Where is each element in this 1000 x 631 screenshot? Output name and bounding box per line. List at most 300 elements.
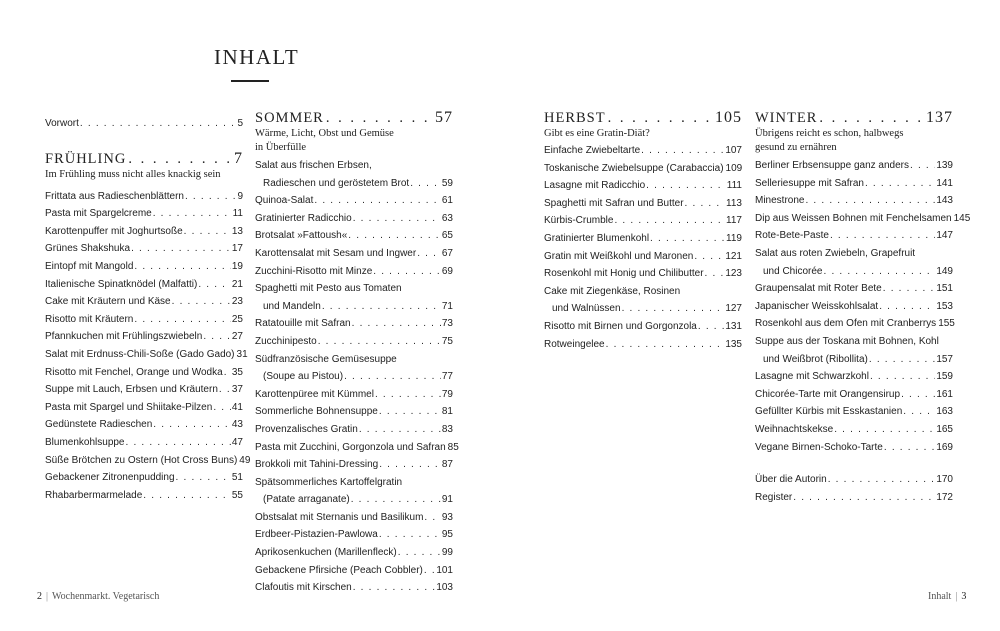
entry-page: 61 bbox=[441, 195, 453, 207]
toc-entry[interactable] bbox=[255, 562, 453, 580]
leader-dots bbox=[646, 177, 726, 195]
entry-title: Gefüllter Kürbis mit Esskastanien bbox=[755, 406, 903, 418]
entry-title-line2: und Chicorée bbox=[763, 265, 823, 277]
entry-title: Vorwort bbox=[45, 118, 79, 129]
entry-title: Gebackener Zitronenpudding bbox=[45, 472, 175, 484]
toc-entry[interactable] bbox=[45, 487, 243, 505]
entry-page: 21 bbox=[231, 278, 243, 290]
toc-entry[interactable] bbox=[544, 212, 742, 230]
entry-title-line2: (Patate arraganate) bbox=[263, 494, 350, 506]
toc-entry[interactable] bbox=[544, 195, 742, 213]
leader-dots bbox=[126, 434, 231, 452]
leader-dots bbox=[379, 456, 441, 474]
toc-entry[interactable] bbox=[255, 386, 453, 404]
entry-title: Obstsalat mit Sternanis und Basilikum bbox=[255, 511, 424, 523]
entry-title: Rosenkohl mit Honig und Chilibutter bbox=[544, 268, 704, 280]
entry-page: 31 bbox=[236, 348, 248, 360]
entry-title-line2: Radieschen und geröstetem Brot bbox=[263, 177, 410, 189]
entry-title: Risotto mit Fenchel, Orange und Wodka bbox=[45, 366, 223, 378]
leader-dots bbox=[176, 469, 231, 487]
entry-page: 11 bbox=[232, 208, 243, 220]
entry-page: 139 bbox=[936, 160, 953, 171]
toc-entry[interactable] bbox=[255, 474, 453, 509]
leader-dots bbox=[143, 487, 231, 505]
entry-title: Pasta mit Spargelcreme bbox=[45, 208, 152, 220]
entry-page: 123 bbox=[725, 268, 742, 280]
column-herbst bbox=[544, 110, 742, 353]
leader-dots bbox=[870, 368, 935, 386]
entry-page: 55 bbox=[231, 489, 243, 501]
leader-dots bbox=[352, 315, 441, 333]
entry-page: 79 bbox=[441, 388, 453, 400]
entry-page: 65 bbox=[441, 230, 453, 242]
section-page: 137 bbox=[926, 109, 953, 126]
entry-page: 172 bbox=[936, 491, 953, 503]
entry-title-line1: Salat aus roten Zwiebeln, Grapefruit bbox=[755, 247, 916, 259]
entry-page: 23 bbox=[231, 296, 243, 308]
leader-dots bbox=[424, 509, 440, 527]
entry-title: Aprikosenkuchen (Marillenfleck) bbox=[255, 547, 397, 559]
entry-title: Grünes Shakshuka bbox=[45, 243, 131, 255]
leader-dots bbox=[606, 336, 725, 354]
toc-entry[interactable] bbox=[45, 364, 243, 382]
entry-title-line1: Südfranzösische Gemüsesuppe bbox=[255, 353, 397, 365]
section-page: 57 bbox=[435, 109, 453, 126]
entry-page: 117 bbox=[726, 215, 742, 227]
entry-page: 170 bbox=[936, 474, 953, 486]
leader-dots bbox=[184, 223, 231, 241]
toc-entry[interactable] bbox=[45, 258, 243, 276]
leader-dots bbox=[153, 416, 231, 434]
toc-entry[interactable] bbox=[755, 280, 953, 298]
toc-entry[interactable] bbox=[755, 439, 953, 457]
entry-title: Gratinierter Radicchio bbox=[255, 212, 352, 224]
leader-dots bbox=[910, 157, 935, 175]
entry-page: 109 bbox=[725, 162, 743, 174]
leader-dots bbox=[213, 399, 231, 417]
toc-entry[interactable] bbox=[45, 293, 243, 311]
entry-page: 161 bbox=[936, 388, 953, 400]
entry-page: 43 bbox=[231, 419, 243, 431]
toc-entry[interactable] bbox=[45, 416, 243, 434]
leader-dots bbox=[379, 403, 441, 421]
entry-title: Einfache Zwiebeltarte bbox=[544, 145, 641, 156]
entry-page: 153 bbox=[936, 300, 953, 312]
entry-page: 169 bbox=[936, 441, 953, 453]
entry-page: 71 bbox=[441, 300, 453, 312]
entry-title: Erdbeer-Pistazien-Pawlowa bbox=[255, 529, 378, 541]
section-subtitle bbox=[755, 127, 953, 155]
toc-entry[interactable] bbox=[544, 318, 742, 336]
leader-dots bbox=[828, 471, 936, 489]
entry-title: Register bbox=[755, 491, 793, 503]
toc-entry[interactable] bbox=[755, 489, 953, 507]
subtitle-line: in Überfülle bbox=[255, 142, 307, 153]
leader-dots bbox=[823, 263, 935, 281]
entry-last-line bbox=[755, 351, 953, 369]
toc-entry[interactable] bbox=[45, 346, 248, 364]
leader-dots bbox=[224, 364, 231, 382]
section-name: WINTER bbox=[755, 110, 818, 126]
entry-page: 59 bbox=[441, 177, 453, 189]
toc-entry[interactable] bbox=[255, 280, 453, 315]
leader-dots bbox=[694, 248, 724, 266]
entry-page: 81 bbox=[441, 406, 453, 418]
entry-title: Rote-Bete-Paste bbox=[755, 230, 829, 242]
leader-dots bbox=[80, 115, 237, 133]
toc-entry[interactable] bbox=[255, 526, 453, 544]
toc-entry[interactable] bbox=[45, 223, 243, 241]
entry-page: 149 bbox=[936, 265, 953, 277]
toc-entry[interactable] bbox=[755, 227, 953, 245]
entry-title: Weihnachtskekse bbox=[755, 423, 834, 435]
entry-page: 25 bbox=[231, 313, 243, 325]
entry-page: 93 bbox=[441, 511, 453, 523]
section-page: 7 bbox=[234, 149, 243, 167]
entry-page: 99 bbox=[441, 547, 453, 559]
entry-page: 75 bbox=[441, 335, 453, 347]
toc-entry[interactable] bbox=[45, 205, 243, 223]
leader-dots bbox=[351, 491, 441, 509]
entry-title: Karottenpüree mit Kümmel bbox=[255, 388, 374, 400]
leader-dots bbox=[883, 280, 936, 298]
leader-dots bbox=[398, 544, 441, 562]
leader-dots bbox=[314, 192, 441, 210]
entry-title: Lasagne mit Radicchio bbox=[544, 180, 646, 192]
leader-dots bbox=[379, 526, 441, 544]
entry-title-line2: und Weißbrot (Ribollita) bbox=[763, 353, 868, 365]
leader-dots bbox=[819, 110, 924, 126]
entry-title-line2: Berliner Erbsensuppe ganz anders bbox=[755, 160, 909, 171]
leader-dots bbox=[879, 298, 935, 316]
entry-title: Cake mit Kräutern und Käse bbox=[45, 296, 171, 308]
leader-dots bbox=[685, 195, 726, 213]
entry-title: Gedünstete Radieschen bbox=[45, 419, 153, 431]
entry-title: Gratin mit Weißkohl und Maronen bbox=[544, 250, 694, 262]
entry-page: 27 bbox=[231, 331, 243, 343]
entry-title: Blumenkohlsuppe bbox=[45, 436, 125, 448]
entry-page: 87 bbox=[441, 459, 453, 471]
toc-entry[interactable] bbox=[544, 142, 742, 160]
leader-dots bbox=[373, 263, 441, 281]
toc-list-winter bbox=[755, 157, 971, 506]
section-heading-winter[interactable] bbox=[755, 110, 953, 126]
entry-page: 35 bbox=[231, 366, 243, 378]
leader-dots bbox=[348, 227, 441, 245]
leader-dots bbox=[424, 562, 435, 580]
section-subtitle bbox=[255, 127, 453, 155]
entry-title: Japanischer Weisskohlsalat bbox=[755, 300, 879, 312]
leader-dots bbox=[869, 351, 935, 369]
toc-entry[interactable] bbox=[45, 434, 243, 452]
toc-list-herbst bbox=[544, 142, 742, 353]
leader-dots bbox=[805, 192, 935, 210]
toc-list-sommer bbox=[255, 157, 459, 597]
entry-page: 121 bbox=[725, 250, 742, 262]
entry-page: 165 bbox=[936, 423, 953, 435]
title-underline bbox=[231, 80, 269, 82]
entry-title: Eintopf mit Mangold bbox=[45, 260, 134, 272]
toc-entry[interactable] bbox=[255, 263, 453, 281]
entry-title-line1: Suppe aus der Toskana mit Bohnen, Kohl bbox=[755, 335, 939, 347]
section-heading-fruehling[interactable] bbox=[45, 151, 243, 167]
toc-entry[interactable] bbox=[755, 192, 953, 210]
entry-page: 69 bbox=[441, 265, 453, 277]
book-title: Wochenmarkt. Vegetarisch bbox=[52, 591, 160, 602]
toc-entry[interactable] bbox=[255, 157, 453, 192]
toc-entry[interactable] bbox=[255, 315, 453, 333]
entry-page: 159 bbox=[936, 371, 953, 383]
entry-title: Brokkoli mit Tahini-Dressing bbox=[255, 459, 379, 471]
entry-title: Pfannkuchen mit Frühlingszwiebeln bbox=[45, 331, 203, 343]
entry-page: 119 bbox=[726, 232, 742, 244]
toc-entry[interactable] bbox=[45, 399, 243, 417]
toc-entry[interactable] bbox=[255, 192, 453, 210]
toc-entry[interactable] bbox=[544, 283, 742, 318]
toc-entry[interactable] bbox=[255, 403, 453, 421]
toc-entry[interactable] bbox=[755, 298, 953, 316]
entry-title: Clafoutis mit Kirschen bbox=[255, 582, 352, 594]
entry-page: 131 bbox=[725, 320, 742, 332]
toc-entry[interactable] bbox=[255, 456, 453, 474]
column-winter bbox=[755, 109, 971, 506]
toc-entry[interactable] bbox=[255, 245, 453, 263]
entry-title: Rosenkohl aus dem Ofen mit Cranberrys bbox=[755, 318, 937, 330]
leader-dots bbox=[884, 439, 935, 457]
leader-dots bbox=[650, 230, 725, 248]
entry-title: Risotto mit Birnen und Gorgonzola bbox=[544, 320, 697, 332]
entry-title: Toskanische Zwiebelsuppe (Carabaccia) bbox=[544, 162, 724, 174]
entry-page: 63 bbox=[441, 212, 453, 224]
toc-entry[interactable] bbox=[755, 333, 953, 368]
leader-dots bbox=[834, 421, 935, 439]
entry-page: 147 bbox=[936, 230, 953, 242]
leader-dots bbox=[614, 212, 725, 230]
toc-entry[interactable] bbox=[544, 160, 742, 178]
leader-dots bbox=[344, 368, 441, 386]
section-name: SOMMER bbox=[255, 110, 324, 126]
leader-dots bbox=[185, 188, 236, 206]
entry-title: Chicorée-Tarte mit Orangensirup bbox=[755, 388, 901, 400]
toc-entry[interactable] bbox=[755, 471, 953, 489]
entry-title-line1: Spätsommerliches Kartoffelgratin bbox=[255, 476, 403, 488]
leader-dots bbox=[318, 333, 441, 351]
leader-dots bbox=[698, 318, 724, 336]
page-number: 2 bbox=[37, 591, 42, 602]
entry-page: 49 bbox=[239, 454, 251, 466]
page-title: INHALT bbox=[214, 45, 300, 69]
leader-dots bbox=[901, 386, 935, 404]
toc-entry[interactable] bbox=[544, 230, 742, 248]
entry-title-line1: Cake mit Ziegenkäse, Rosinen bbox=[544, 285, 681, 297]
toc-entry[interactable] bbox=[45, 381, 243, 399]
leader-dots bbox=[322, 298, 441, 316]
leader-dots bbox=[134, 258, 230, 276]
entry-title: Kürbis-Crumble bbox=[544, 215, 614, 227]
entry-page: 47 bbox=[231, 436, 243, 448]
entry-title: Minestrone bbox=[755, 195, 805, 207]
leader-dots bbox=[641, 142, 724, 160]
entry-title: Zucchini-Risotto mit Minze bbox=[255, 265, 373, 277]
entry-title: Graupensalat mit Roter Bete bbox=[755, 283, 882, 295]
leader-dots bbox=[131, 240, 231, 258]
toc-entry[interactable] bbox=[45, 452, 251, 470]
entry-page: 103 bbox=[436, 582, 453, 594]
toc-entry[interactable] bbox=[255, 351, 453, 386]
column-sommer bbox=[255, 109, 459, 597]
entry-title: Selleriesuppe mit Safran bbox=[755, 177, 864, 189]
entry-page: 143 bbox=[936, 195, 953, 207]
entry-title: Ratatouille mit Safran bbox=[255, 318, 351, 330]
entry-page: 127 bbox=[725, 303, 742, 315]
toc-entry[interactable] bbox=[755, 386, 953, 404]
entry-title: Provenzalisches Gratin bbox=[255, 423, 358, 435]
toc-entry[interactable] bbox=[755, 245, 953, 280]
entry-page: 113 bbox=[726, 197, 742, 209]
toc-entry[interactable] bbox=[45, 328, 243, 346]
entry-page: 51 bbox=[231, 472, 243, 484]
toc-list-fruehling bbox=[45, 188, 251, 505]
section-name: FRÜHLING bbox=[45, 150, 127, 167]
toc-entry[interactable] bbox=[255, 333, 453, 351]
leader-dots bbox=[608, 110, 713, 126]
entry-page: 19 bbox=[231, 260, 243, 272]
toc-entry[interactable] bbox=[755, 421, 953, 439]
toc-entry-vorwort[interactable] bbox=[45, 115, 243, 133]
entry-page: 135 bbox=[725, 338, 742, 350]
column-fruehling bbox=[45, 115, 251, 504]
entry-title: Pasta mit Spargel und Shiitake-Pilzen bbox=[45, 401, 213, 413]
leader-dots bbox=[865, 175, 935, 193]
toc-entry[interactable] bbox=[45, 469, 243, 487]
entry-title: Gebackene Pfirsiche (Peach Cobbler) bbox=[255, 564, 423, 576]
toc-entry[interactable] bbox=[255, 509, 453, 527]
leader-dots bbox=[198, 276, 231, 294]
entry-page: 101 bbox=[436, 564, 453, 576]
leader-dots bbox=[203, 328, 231, 346]
toc-entry[interactable] bbox=[544, 248, 742, 266]
toc-entry[interactable] bbox=[755, 368, 953, 386]
toc-entry[interactable] bbox=[255, 439, 459, 457]
entry-last-line bbox=[544, 300, 742, 318]
footer-right: Inhalt | 3 bbox=[928, 591, 967, 602]
entry-title: Italienische Spinatknödel (Malfatti) bbox=[45, 278, 198, 290]
entry-page: 83 bbox=[441, 423, 453, 435]
entry-last-line bbox=[255, 491, 453, 509]
entry-title: Lasagne mit Schwarzkohl bbox=[755, 371, 869, 383]
toc-entry[interactable] bbox=[544, 265, 742, 283]
entry-page: 17 bbox=[231, 243, 243, 255]
section-heading-herbst[interactable] bbox=[544, 110, 742, 126]
entry-title: Dip aus Weissen Bohnen mit Fenchelsamen bbox=[755, 212, 952, 224]
toc-entry[interactable] bbox=[255, 210, 453, 228]
subtitle-line: Übrigens reicht es schon, halbwegs bbox=[755, 128, 904, 139]
entry-title: Zucchinipesto bbox=[255, 335, 317, 347]
entry-title-line2: (Soupe au Pistou) bbox=[263, 371, 344, 383]
section-name: HERBST bbox=[544, 110, 606, 126]
toc-entry[interactable] bbox=[45, 188, 243, 206]
entry-page: 5 bbox=[237, 118, 243, 129]
toc-entry[interactable] bbox=[755, 157, 953, 175]
leader-dots bbox=[353, 579, 436, 597]
section-page: 105 bbox=[715, 109, 742, 126]
toc-entry[interactable] bbox=[45, 311, 243, 329]
section-subtitle: Gibt es eine Gratin-Diät? bbox=[544, 128, 650, 139]
toc-entry[interactable] bbox=[755, 403, 953, 421]
entry-page: 73 bbox=[441, 318, 453, 330]
entry-title: Quinoa-Salat bbox=[255, 195, 314, 207]
entry-page: 9 bbox=[237, 190, 243, 202]
entry-title: Rotweingelee bbox=[544, 338, 605, 350]
leader-dots bbox=[134, 311, 231, 329]
entry-page: 67 bbox=[441, 247, 453, 259]
leader-dots bbox=[793, 489, 935, 507]
running-head: Inhalt bbox=[928, 591, 952, 602]
leader-dots bbox=[326, 110, 433, 126]
entry-last-line bbox=[255, 298, 453, 316]
entry-title-line2: und Mandeln bbox=[263, 300, 321, 312]
entry-page: 141 bbox=[936, 177, 953, 189]
leader-dots bbox=[219, 381, 231, 399]
toc-entry[interactable] bbox=[255, 544, 453, 562]
toc-entry[interactable] bbox=[755, 210, 971, 228]
entry-page: 37 bbox=[231, 384, 243, 396]
leader-dots bbox=[417, 245, 441, 263]
subtitle-line: gesund zu ernähren bbox=[755, 142, 837, 153]
leader-dots bbox=[903, 403, 935, 421]
entry-title-line2: und Walnüssen bbox=[552, 303, 621, 315]
spacer bbox=[755, 456, 953, 471]
entry-page: 85 bbox=[447, 441, 459, 453]
toc-entry[interactable] bbox=[255, 421, 453, 439]
leader-dots bbox=[375, 386, 441, 404]
entry-title-line1: Spaghetti mit Pesto aus Tomaten bbox=[255, 283, 402, 295]
entry-title: Suppe mit Lauch, Erbsen und Kräutern bbox=[45, 384, 218, 396]
entry-page: 111 bbox=[726, 180, 742, 192]
toc-entry[interactable] bbox=[544, 177, 742, 195]
subtitle-line: Wärme, Licht, Obst und Gemüse bbox=[255, 128, 394, 139]
entry-last-line bbox=[255, 368, 453, 386]
toc-entry[interactable] bbox=[255, 579, 453, 597]
entry-title-line1: Salat aus frischen Erbsen, bbox=[255, 160, 372, 171]
toc-entry[interactable] bbox=[255, 227, 453, 245]
entry-page: 13 bbox=[231, 225, 243, 237]
entry-last-line bbox=[755, 263, 953, 281]
entry-last-line bbox=[755, 157, 953, 175]
entry-title: Frittata aus Radieschenblättern bbox=[45, 190, 184, 202]
leader-dots bbox=[128, 151, 232, 167]
toc-entry[interactable] bbox=[45, 276, 243, 294]
entry-page: 41 bbox=[231, 401, 243, 413]
section-heading-sommer[interactable] bbox=[255, 110, 453, 126]
toc-entry[interactable] bbox=[755, 175, 953, 193]
entry-page: 145 bbox=[953, 212, 971, 224]
entry-page: 151 bbox=[936, 283, 953, 295]
leader-dots bbox=[353, 210, 441, 228]
entry-last-line bbox=[255, 175, 453, 193]
entry-page: 155 bbox=[938, 318, 955, 330]
page-number: 3 bbox=[961, 591, 967, 602]
entry-title: Gratinierter Blumenkohl bbox=[544, 232, 650, 244]
toc-entry[interactable] bbox=[45, 240, 243, 258]
leader-dots bbox=[705, 265, 725, 283]
entry-page: 163 bbox=[936, 406, 953, 418]
footer-left: 2 | Wochenmarkt. Vegetarisch bbox=[37, 591, 160, 602]
toc-entry[interactable] bbox=[544, 336, 742, 354]
toc-entry[interactable] bbox=[755, 315, 953, 333]
leader-dots bbox=[830, 227, 935, 245]
entry-title: Brotsalat »Fattoush« bbox=[255, 230, 348, 242]
